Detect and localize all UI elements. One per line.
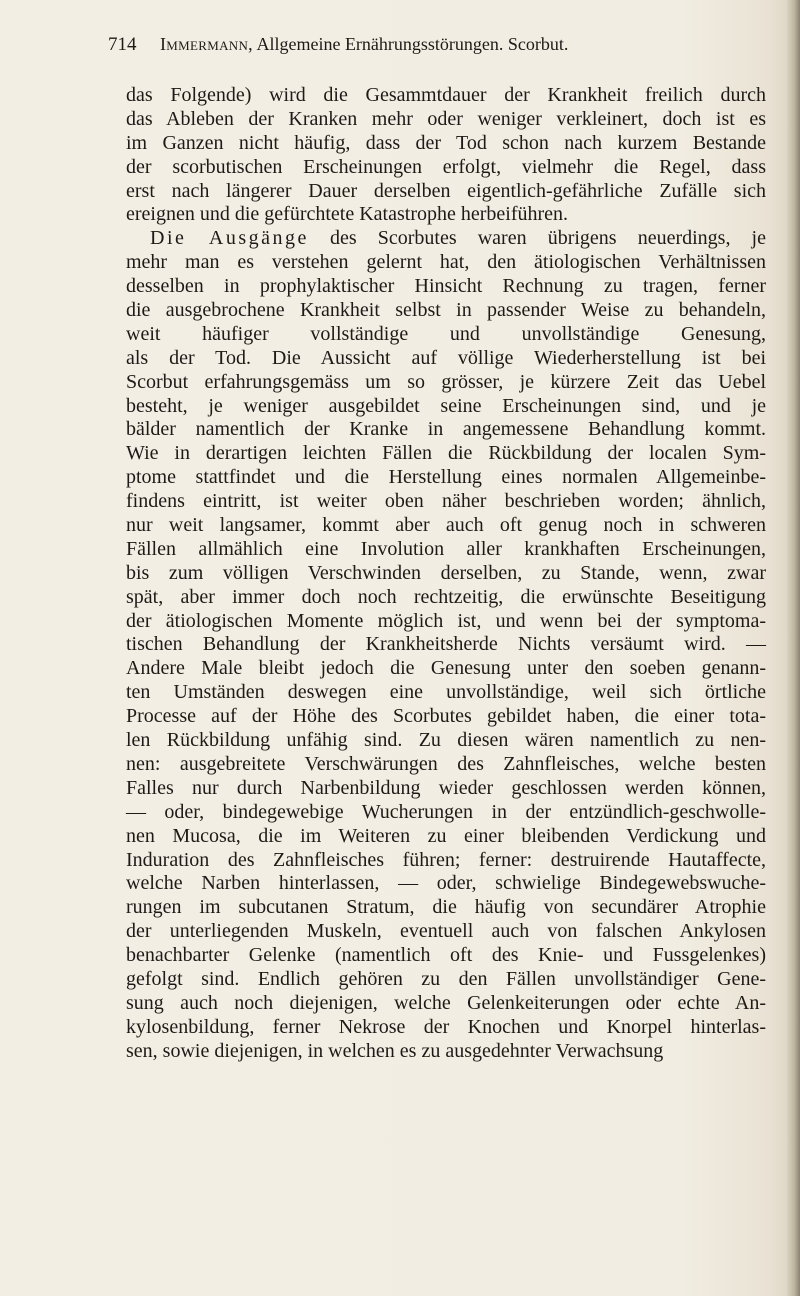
line-text: der ätiologischen Momente möglich ist, und wenn bei der symptoma-	[126, 609, 766, 632]
line-text: benachbarter Gelenke (namentlich oft des Knie- und Fussgelenkes)	[126, 944, 766, 967]
text-line	[126, 896, 766, 920]
text-line	[126, 132, 766, 156]
line-text: ten Umständen deswegen eine unvollständige, weil sich örtliche	[126, 681, 766, 704]
text-line	[126, 920, 766, 944]
text-line	[126, 108, 766, 132]
line-text: der scorbutischen Erscheinungen erfolgt, vielmehr die Regel, dass	[126, 155, 766, 178]
text-line	[126, 442, 766, 466]
line-text: sen, sowie diejenigen, in welchen es zu ausgedehnter Verwachsung	[126, 1039, 664, 1062]
line-text: len Rückbildung unfähig sind. Zu diesen wären namentlich zu nen-	[126, 729, 766, 752]
text-line	[126, 227, 766, 251]
text-line	[126, 681, 766, 705]
text-line	[126, 610, 766, 634]
line-text: Induration des Zahnfleisches führen; ferner: destruirende Hautaffecte,	[126, 848, 766, 871]
text-line	[126, 968, 766, 992]
text-line	[126, 299, 766, 323]
line-text: ptome stattfindet und die Herstellung eines normalen Allgemeinbe-	[126, 466, 766, 489]
line-text: ereignen und die gefürchtete Katastrophe herbeiführen.	[126, 203, 569, 226]
text-line	[126, 777, 766, 801]
text-line	[126, 203, 766, 227]
line-text: gefolgt sind. Endlich gehören zu den Fällen unvollständiger Gene-	[126, 967, 766, 990]
line-text: im Ganzen nicht häufig, dass der Tod schon nach kurzem Bestande	[126, 131, 766, 154]
line-text: Scorbut erfahrungsgemäss um so grösser, je kürzere Zeit das Uebel	[126, 370, 766, 393]
line-text: Andere Male bleibt jedoch die Genesung unter den soeben genann-	[126, 657, 766, 680]
text-line	[126, 944, 766, 968]
line-text: welche Narben hinterlassen, — oder, schwielige Bindegewebswuche-	[126, 872, 766, 895]
page-number: 714	[108, 34, 137, 55]
text-line	[126, 705, 766, 729]
body-text	[126, 84, 766, 1064]
line-text: tischen Behandlung der Krankheitsherde Nichts versäumt wird. —	[126, 633, 766, 656]
line-text: erst nach längerer Dauer derselben eigentlich-gefährliche Zufälle sich	[126, 179, 766, 202]
line-text: sung auch noch diejenigen, welche Gelenkeiterungen oder echte An-	[126, 991, 766, 1014]
author-name: Immermann,	[160, 34, 253, 54]
text-line	[126, 466, 766, 490]
line-text: desselben in prophylaktischer Hinsicht Rechnung zu tragen, ferner	[126, 275, 766, 298]
line-text: bälder namentlich der Kranke in angemessene Behandlung kommt.	[126, 418, 766, 441]
line-text: Falles nur durch Narbenbildung wieder geschlossen werden können,	[126, 776, 766, 799]
text-line	[126, 753, 766, 777]
line-text: besteht, je weniger ausgebildet seine Erscheinungen sind, und je	[126, 394, 766, 417]
line-text: des Scorbutes waren übrigens neuerdings, je	[308, 227, 766, 250]
line-text: Wie in derartigen leichten Fällen die Rückbildung der localen Sym-	[126, 442, 766, 465]
line-text: nen: ausgebreitete Verschwärungen des Zahnfleisches, welche besten	[126, 752, 766, 775]
line-text: nen Mucosa, die im Weiteren zu einer bleibenden Verdickung und	[126, 824, 766, 847]
text-line	[126, 538, 766, 562]
text-line	[126, 514, 766, 538]
line-text: Fällen allmählich eine Involution aller krankhaften Erscheinungen,	[126, 537, 766, 560]
text-line	[126, 633, 766, 657]
text-line	[126, 586, 766, 610]
text-line	[126, 84, 766, 108]
text-line	[126, 418, 766, 442]
running-title	[160, 34, 568, 55]
text-line	[126, 825, 766, 849]
text-line	[126, 275, 766, 299]
text-line	[126, 1016, 766, 1040]
text-line	[126, 729, 766, 753]
line-text: weit häufiger vollständige und unvollständige Genesung,	[126, 322, 766, 345]
text-line	[126, 323, 766, 347]
running-header	[108, 34, 708, 60]
text-line	[126, 657, 766, 681]
line-text: mehr man es verstehen gelernt hat, den ätiologischen Verhältnissen	[126, 251, 766, 274]
line-text: bis zum völligen Verschwinden derselben, zu Stande, wenn, zwar	[126, 561, 766, 584]
text-line	[126, 395, 766, 419]
line-text: der unterliegenden Muskeln, eventuell auch von falschen Ankylosen	[126, 920, 766, 943]
line-text: findens eintritt, ist weiter oben näher beschrieben worden; ähnlich,	[126, 490, 766, 513]
page-edge-shadow	[786, 0, 800, 1296]
line-text: Processe auf der Höhe des Scorbutes gebildet haben, die einer tota-	[126, 705, 766, 728]
text-line	[126, 872, 766, 896]
line-text: das Ableben der Kranken mehr oder weniger verkleinert, doch ist es	[126, 107, 766, 130]
text-line	[126, 180, 766, 204]
line-text: — oder, bindegewebige Wucherungen in der entzündlich-geschwolle-	[126, 800, 766, 823]
text-line	[126, 801, 766, 825]
text-line	[126, 347, 766, 371]
text-line	[126, 1040, 766, 1064]
text-line	[126, 490, 766, 514]
line-text: kylosenbildung, ferner Nekrose der Knochen und Knorpel hinterlas-	[126, 1015, 766, 1038]
text-line	[126, 156, 766, 180]
emphasized-text: Die Ausgänge	[150, 227, 309, 250]
line-text: als der Tod. Die Aussicht auf völlige Wiederherstellung ist bei	[126, 346, 766, 369]
text-line	[126, 371, 766, 395]
line-text: rungen im subcutanen Stratum, die häufig von secundärer Atrophie	[126, 896, 766, 919]
chapter-title: Allgemeine Ernährungsstörungen. Scorbut.	[256, 34, 569, 54]
text-line	[126, 849, 766, 873]
line-text: die ausgebrochene Krankheit selbst in passender Weise zu behandeln,	[126, 299, 766, 322]
line-text: das Folgende) wird die Gesammtdauer der Krankheit freilich durch	[126, 84, 766, 106]
text-line	[126, 562, 766, 586]
line-text: nur weit langsamer, kommt aber auch oft genug noch in schweren	[126, 514, 766, 537]
text-line	[126, 992, 766, 1016]
text-line	[126, 251, 766, 275]
line-text: spät, aber immer doch noch rechtzeitig, die erwünschte Beseitigung	[126, 585, 766, 608]
